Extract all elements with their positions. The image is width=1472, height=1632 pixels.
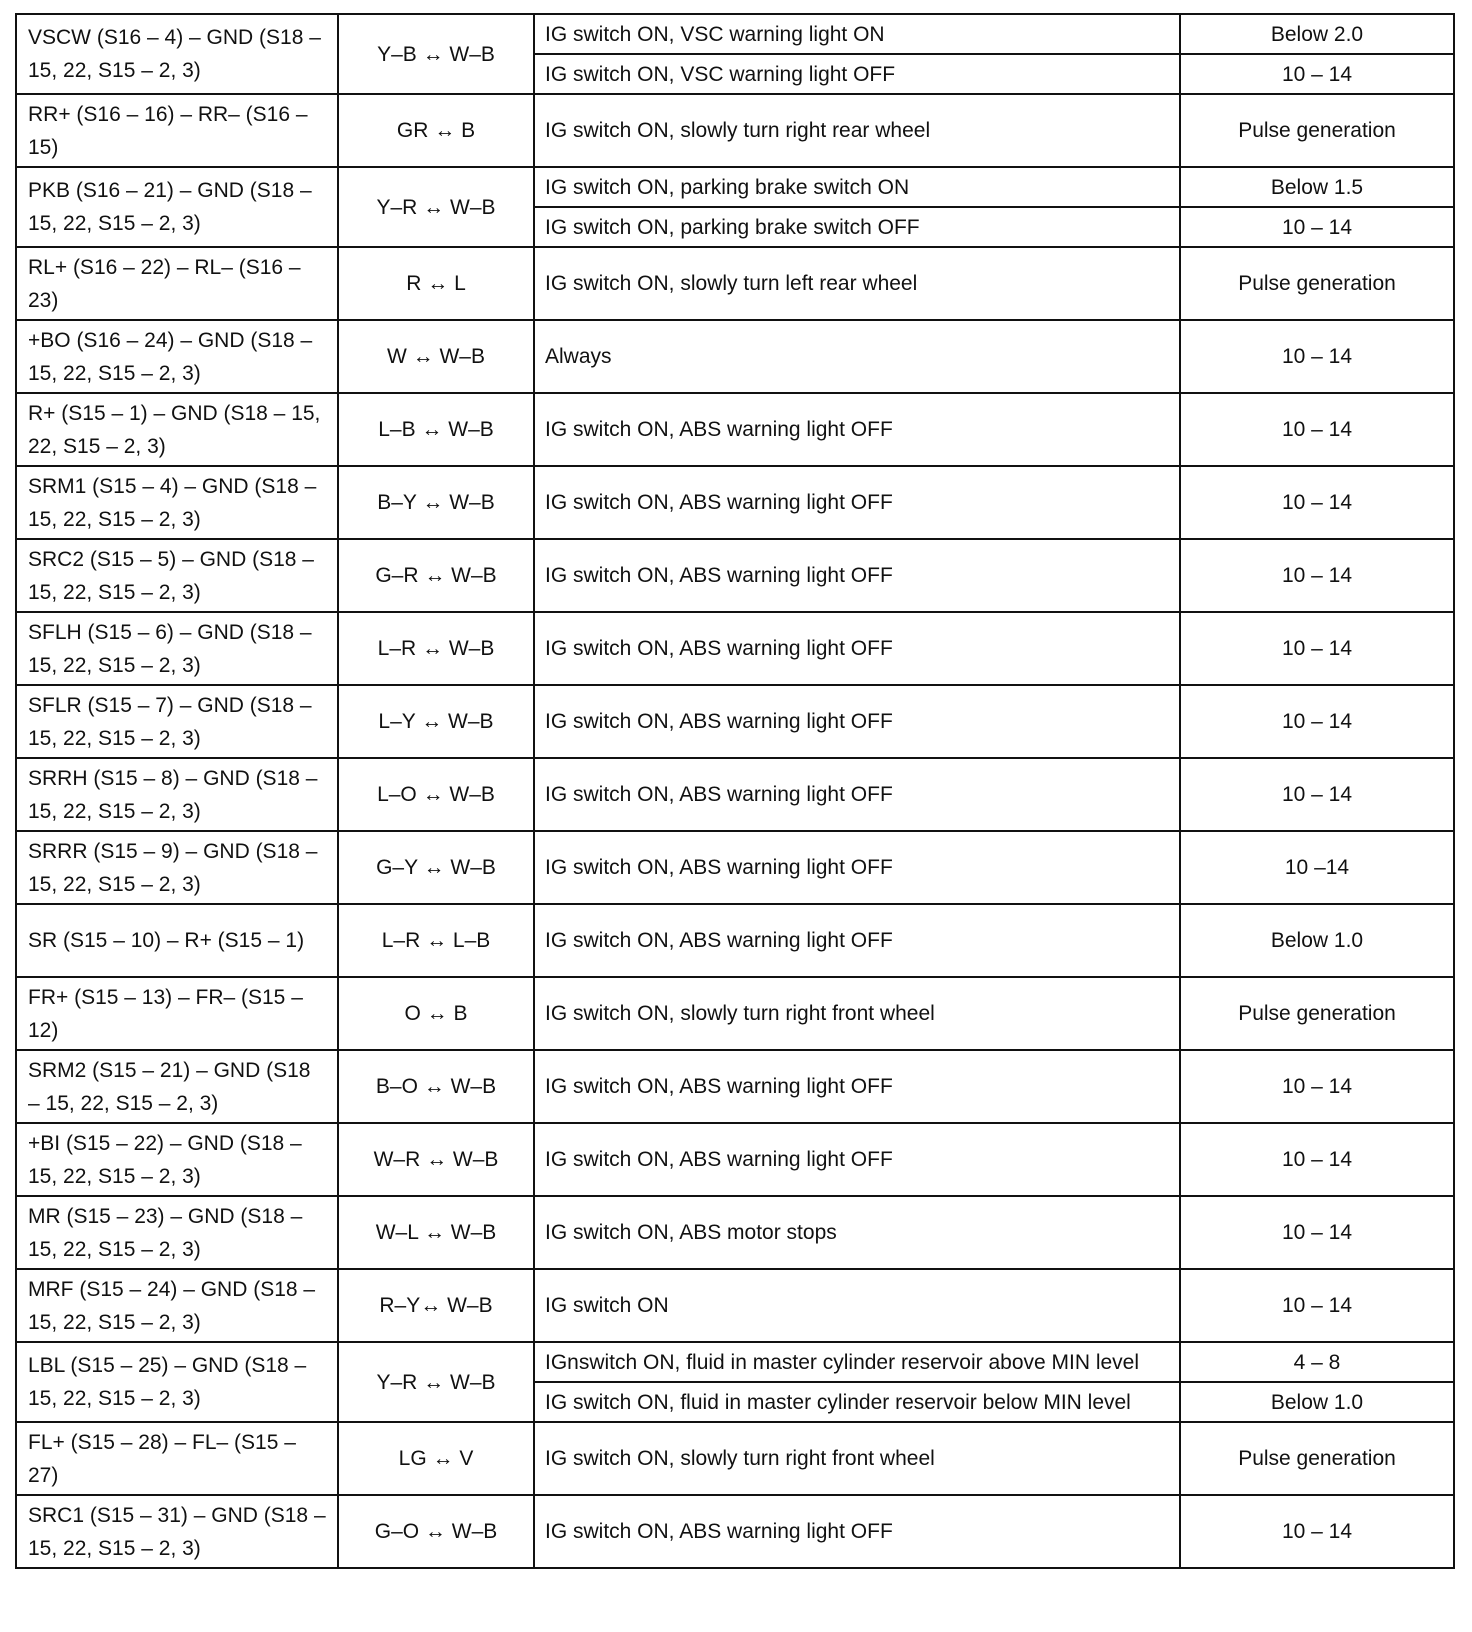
- terminal-cell: LBL (S15 – 25) – GND (S18 – 15, 22, S15 – 2, 3): [16, 1342, 338, 1422]
- table-row: [16, 758, 1454, 831]
- wiring-color-cell: B–O ↔ W–B: [338, 1050, 534, 1123]
- condition-cell: IG switch ON, VSC warning light ON: [534, 14, 1180, 54]
- condition-cell: IG switch ON, ABS warning light OFF: [534, 1050, 1180, 1123]
- terminal-cell: SRRR (S15 – 9) – GND (S18 – 15, 22, S15 – 2, 3): [16, 831, 338, 904]
- terminal-cell: SR (S15 – 10) – R+ (S15 – 1): [16, 904, 338, 977]
- condition-cell: IG switch ON, slowly turn right front wheel: [534, 1422, 1180, 1495]
- terminal-cell: SRC2 (S15 – 5) – GND (S18 – 15, 22, S15 – 2, 3): [16, 539, 338, 612]
- condition-cell: IG switch ON, slowly turn right rear wheel: [534, 94, 1180, 167]
- table-row: [16, 1123, 1454, 1196]
- terminal-cell: R+ (S15 – 1) – GND (S18 – 15, 22, S15 – 2, 3): [16, 393, 338, 466]
- condition-cell: IG switch ON, ABS motor stops: [534, 1196, 1180, 1269]
- table-row: [16, 167, 1454, 207]
- terminal-cell: +BO (S16 – 24) – GND (S18 – 15, 22, S15 – 2, 3): [16, 320, 338, 393]
- wiring-color-cell: G–R ↔ W–B: [338, 539, 534, 612]
- specified-condition-cell: 10 – 14: [1180, 1196, 1454, 1269]
- table-row: [16, 393, 1454, 466]
- condition-cell: IG switch ON, slowly turn right front wheel: [534, 977, 1180, 1050]
- wiring-color-cell: R–Y↔ W–B: [338, 1269, 534, 1342]
- condition-cell: IG switch ON, ABS warning light OFF: [534, 612, 1180, 685]
- specified-condition-cell: 10 – 14: [1180, 685, 1454, 758]
- specified-condition-cell: 10 – 14: [1180, 1123, 1454, 1196]
- wiring-color-cell: W–L ↔ W–B: [338, 1196, 534, 1269]
- wiring-color-cell: L–B ↔ W–B: [338, 393, 534, 466]
- wiring-color-cell: G–O ↔ W–B: [338, 1495, 534, 1568]
- condition-cell: IG switch ON, ABS warning light OFF: [534, 1123, 1180, 1196]
- table-row: [16, 247, 1454, 320]
- table-row: [16, 320, 1454, 393]
- table-row: [16, 94, 1454, 167]
- condition-cell: IG switch ON, parking brake switch OFF: [534, 207, 1180, 247]
- specified-condition-cell: 10 –14: [1180, 831, 1454, 904]
- table-row: [16, 1196, 1454, 1269]
- table-row: [16, 1050, 1454, 1123]
- terminal-cell: +BI (S15 – 22) – GND (S18 – 15, 22, S15 – 2, 3): [16, 1123, 338, 1196]
- terminal-cell: MRF (S15 – 24) – GND (S18 – 15, 22, S15 – 2, 3): [16, 1269, 338, 1342]
- wiring-color-cell: W ↔ W–B: [338, 320, 534, 393]
- condition-cell: IG switch ON, ABS warning light OFF: [534, 758, 1180, 831]
- condition-cell: IG switch ON, VSC warning light OFF: [534, 54, 1180, 94]
- wiring-color-cell: W–R ↔ W–B: [338, 1123, 534, 1196]
- table-row: [16, 904, 1454, 977]
- terminal-cell: SFLR (S15 – 7) – GND (S18 – 15, 22, S15 – 2, 3): [16, 685, 338, 758]
- specified-condition-cell: 10 – 14: [1180, 320, 1454, 393]
- table-row: [16, 1342, 1454, 1382]
- wiring-color-cell: O ↔ B: [338, 977, 534, 1050]
- condition-cell: Always: [534, 320, 1180, 393]
- wiring-color-cell: LG ↔ V: [338, 1422, 534, 1495]
- table-row: [16, 466, 1454, 539]
- specified-condition-cell: Pulse generation: [1180, 247, 1454, 320]
- terminal-cell: VSCW (S16 – 4) – GND (S18 – 15, 22, S15 – 2, 3): [16, 14, 338, 94]
- terminal-cell: RL+ (S16 – 22) – RL– (S16 – 23): [16, 247, 338, 320]
- table-row: [16, 831, 1454, 904]
- condition-cell: IG switch ON: [534, 1269, 1180, 1342]
- table-row: [16, 612, 1454, 685]
- table-body: [16, 14, 1454, 1568]
- table-row: [16, 14, 1454, 54]
- specified-condition-cell: 10 – 14: [1180, 1495, 1454, 1568]
- specified-condition-cell: Below 2.0: [1180, 14, 1454, 54]
- condition-cell: IG switch ON, ABS warning light OFF: [534, 466, 1180, 539]
- specified-condition-cell: 10 – 14: [1180, 539, 1454, 612]
- terminal-cell: FL+ (S15 – 28) – FL– (S15 – 27): [16, 1422, 338, 1495]
- condition-cell: IG switch ON, fluid in master cylinder reservoir below MIN level: [534, 1382, 1180, 1422]
- terminal-cell: MR (S15 – 23) – GND (S18 – 15, 22, S15 – 2, 3): [16, 1196, 338, 1269]
- wiring-color-cell: Y–R ↔ W–B: [338, 167, 534, 247]
- wiring-color-cell: GR ↔ B: [338, 94, 534, 167]
- terminal-cell: SRM1 (S15 – 4) – GND (S18 – 15, 22, S15 – 2, 3): [16, 466, 338, 539]
- specified-condition-cell: Below 1.0: [1180, 904, 1454, 977]
- terminal-cell: SFLH (S15 – 6) – GND (S18 – 15, 22, S15 – 2, 3): [16, 612, 338, 685]
- specified-condition-cell: 10 – 14: [1180, 207, 1454, 247]
- condition-cell: IG switch ON, ABS warning light OFF: [534, 685, 1180, 758]
- specified-condition-cell: Pulse generation: [1180, 94, 1454, 167]
- terminal-cell: SRM2 (S15 – 21) – GND (S18 – 15, 22, S15 – 2, 3): [16, 1050, 338, 1123]
- wiring-color-cell: L–R ↔ W–B: [338, 612, 534, 685]
- wiring-color-cell: Y–R ↔ W–B: [338, 1342, 534, 1422]
- terminal-cell: SRRH (S15 – 8) – GND (S18 – 15, 22, S15 – 2, 3): [16, 758, 338, 831]
- specified-condition-cell: Below 1.5: [1180, 167, 1454, 207]
- wiring-color-cell: L–R ↔ L–B: [338, 904, 534, 977]
- terminal-cell: FR+ (S15 – 13) – FR– (S15 – 12): [16, 977, 338, 1050]
- condition-cell: IG switch ON, parking brake switch ON: [534, 167, 1180, 207]
- table-row: [16, 1422, 1454, 1495]
- specified-condition-cell: 10 – 14: [1180, 466, 1454, 539]
- specified-condition-cell: 10 – 14: [1180, 393, 1454, 466]
- specified-condition-cell: 10 – 14: [1180, 758, 1454, 831]
- specified-condition-cell: Below 1.0: [1180, 1382, 1454, 1422]
- wiring-color-cell: L–O ↔ W–B: [338, 758, 534, 831]
- specified-condition-cell: 4 – 8: [1180, 1342, 1454, 1382]
- condition-cell: IG switch ON, ABS warning light OFF: [534, 1495, 1180, 1568]
- condition-cell: IG switch ON, ABS warning light OFF: [534, 539, 1180, 612]
- condition-cell: IG switch ON, ABS warning light OFF: [534, 904, 1180, 977]
- terminal-cell: SRC1 (S15 – 31) – GND (S18 – 15, 22, S15 – 2, 3): [16, 1495, 338, 1568]
- condition-cell: IG switch ON, slowly turn left rear wheel: [534, 247, 1180, 320]
- terminal-inspection-table: [15, 13, 1455, 1569]
- specified-condition-cell: 10 – 14: [1180, 54, 1454, 94]
- table-row: [16, 1269, 1454, 1342]
- specified-condition-cell: 10 – 14: [1180, 612, 1454, 685]
- wiring-color-cell: R ↔ L: [338, 247, 534, 320]
- specified-condition-cell: Pulse generation: [1180, 1422, 1454, 1495]
- condition-cell: IGnswitch ON, fluid in master cylinder reservoir above MIN level: [534, 1342, 1180, 1382]
- wiring-color-cell: G–Y ↔ W–B: [338, 831, 534, 904]
- table-row: [16, 1495, 1454, 1568]
- condition-cell: IG switch ON, ABS warning light OFF: [534, 831, 1180, 904]
- table-row: [16, 539, 1454, 612]
- wiring-color-cell: B–Y ↔ W–B: [338, 466, 534, 539]
- terminal-cell: PKB (S16 – 21) – GND (S18 – 15, 22, S15 – 2, 3): [16, 167, 338, 247]
- table-row: [16, 685, 1454, 758]
- specified-condition-cell: Pulse generation: [1180, 977, 1454, 1050]
- specified-condition-cell: 10 – 14: [1180, 1269, 1454, 1342]
- specified-condition-cell: 10 – 14: [1180, 1050, 1454, 1123]
- wiring-color-cell: Y–B ↔ W–B: [338, 14, 534, 94]
- condition-cell: IG switch ON, ABS warning light OFF: [534, 393, 1180, 466]
- terminal-cell: RR+ (S16 – 16) – RR– (S16 – 15): [16, 94, 338, 167]
- table-row: [16, 977, 1454, 1050]
- wiring-color-cell: L–Y ↔ W–B: [338, 685, 534, 758]
